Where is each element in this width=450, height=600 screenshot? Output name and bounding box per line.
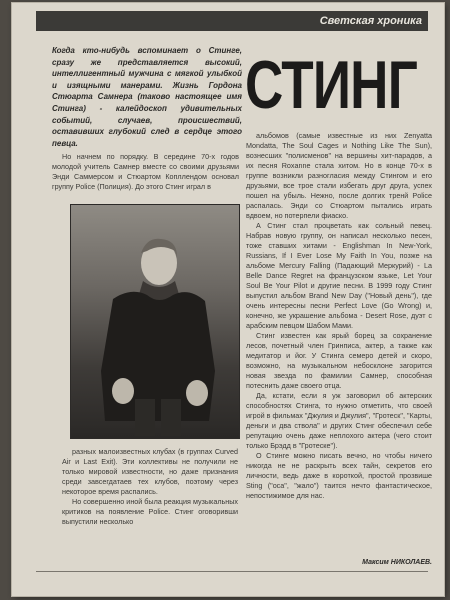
paragraph: разных малоизвестных клубах (в группах Curved Air и Last Exit). Эти коллективы не получили не только мировой известности, но даже признания среди завсегдатаев тех клубов, поэтому через некоторое время распались. (62, 447, 238, 496)
author-byline: Максим НИКОЛАЕВ. (362, 559, 432, 566)
paragraph: Но совершенно иной была реакция музыкальных критиков на появление Police. Стинг оговоривши выпустили несколько (62, 497, 238, 526)
newspaper-clipping (12, 3, 444, 596)
column-1-bottom-text (62, 447, 238, 527)
paragraph: Но начнем по порядку. В середине 70-х годов молодой учитель Самнер вместе со своими друзьями Энди Саммерсом и Стюартом Копллендом основал группу Police (Полиция). До этого Стинг играл в (52, 152, 239, 191)
paragraph: О Стинге можно писать вечно, но чтобы ничего никогда не не раскрыть всех тайн, секретов его личности, ведь даже в короткой, простой прозвише Sting ("оса", "жало") таится нечто фантастическое, непостижимое для нас. (246, 451, 432, 500)
bottom-rule (36, 571, 428, 572)
paragraph: Да, кстати, если я уж заговорил об актерских способностях Стинга, то нужно отметить, что своей игрой в фильмах "Джулия и Джулия", "Гротеск", "Карты, деньги и два ствола" и других Стинг обеспечил себе репутацию очень даже неплохого актера (чего стоит только Брэдд в "Гротеске"). (246, 391, 432, 450)
sting-photo (70, 204, 240, 439)
paragraph: Стинг известен как ярый борец за сохранение лесов, почетный член Гринписа, актер, а также как медитатор и йог. У Стинга семеро детей и скоро, возможно, на музыкальном небосклоне загорится новая звезда по фамилии Самнер, способная потеснить даже своего отца. (246, 331, 432, 390)
paragraph: альбомов (самые известные из них Zenyatta Mondatta, The Soul Cages и Nothing Like The Sun), вознесших "полисменов" на вершины хит-парадов, а их песня Roxanne стала хитом. Но в конце 70-х в группе возникли разногласия между Стингом и его друзьями, все трое стали избегать друг друга, успех пошел на убыль. Нежно, после долгих тренй Police распалась. Энди со Стюартом пытались играть вдвоем, но потерпели фиаско. (246, 131, 432, 220)
section-label: Светская хроника (319, 15, 422, 27)
article-lede: Когда кто-нибудь вспоминает о Стинге, сразу же представляется высокий, интеллигентный мужчина с мягкой улыбкой и изящными манерами. Жизнь Гордона Стюарта Самнера (таково настоящее имя Стинга) - калейдоскоп удивительных событий, случаев, происшествий, оставивших глубокий след в сердце этого певца. (52, 46, 242, 148)
article-headline: СТИНГ (245, 47, 417, 123)
column-2-text (246, 131, 432, 501)
paragraph: А Стинг стал процветать как сольный певец. Набрав новую группу, он написал несколько песен, тоже ставших хитами - Englishman In New-York, Russians, If I Ever Lose My Faith In You, позже на альбоме Mercury Falling (Падающий Меркурий) - La Belle Dance Regret на французском языке, Let Your Soul Be Your Pilot и другие песни. В 1999 году Стинг выпустил альбом Brand New Day ("Новый день"), где очень интересны песни Perfect Love (Go Wrong) и, конечно, же украшение альбома - Desert Rose, дуэт с арабским певцом Шабом Мами. (246, 221, 432, 330)
portrait-figure (91, 221, 221, 436)
column-1-top-text (52, 152, 239, 192)
